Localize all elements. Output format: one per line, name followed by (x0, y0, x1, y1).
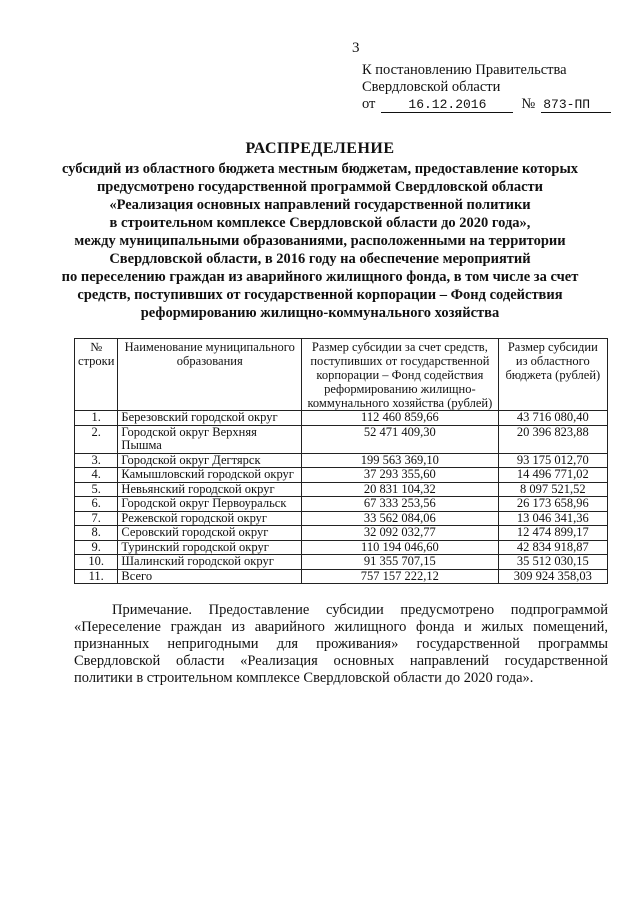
subtitle-line: Свердловской области, в 2016 году на обеспечение мероприятий (109, 251, 531, 267)
regional-amount: 20 396 823,88 (498, 425, 607, 453)
fund-amount: 20 831 104,32 (302, 482, 499, 497)
table-header-row (75, 339, 608, 411)
fund-amount: 757 157 222,12 (302, 569, 499, 584)
header-regional-subsidy: Размер субсидии из областного бюджета (рублей) (498, 339, 607, 411)
fund-amount: 110 194 046,60 (302, 540, 499, 555)
fund-amount: 91 355 707,15 (302, 555, 499, 570)
municipality-name: Серовский городской округ (118, 526, 302, 541)
subtitle-line: по переселению граждан из аварийного жилищного фонда, в том числе за счет (61, 269, 579, 285)
municipality-name: Городской округ Верхняя Пышма (118, 425, 302, 453)
subtitle-line: в строительном комплексе Свердловской области до 2020 года», (109, 215, 531, 231)
municipality-name: Туринский городской округ (118, 540, 302, 555)
municipality-name: Режевской городской округ (118, 511, 302, 526)
municipality-name: Невьянский городской округ (118, 482, 302, 497)
table-row (75, 411, 608, 426)
table-row (75, 425, 608, 453)
subtitle-line: предусмотрено государственной программой Свердловской области (96, 179, 544, 195)
table-total-row (75, 569, 608, 584)
table-row (75, 555, 608, 570)
municipality-name: Березовский городской округ (118, 411, 302, 426)
subtitle-line: между муниципальными образованиями, расположенными на территории (74, 233, 566, 249)
approval-number: 873-ПП (541, 98, 611, 113)
table-row (75, 453, 608, 468)
regional-amount: 26 173 658,96 (498, 497, 607, 512)
regional-amount: 93 175 012,70 (498, 453, 607, 468)
fund-amount: 37 293 355,60 (302, 468, 499, 483)
table-row (75, 511, 608, 526)
row-number: 5. (75, 482, 118, 497)
regional-amount: 8 097 521,52 (498, 482, 607, 497)
table-row (75, 526, 608, 541)
subsidy-table (74, 338, 608, 584)
row-number: 11. (75, 569, 118, 584)
row-number: 9. (75, 540, 118, 555)
municipality-name: Шалинский городской округ (118, 555, 302, 570)
document-title: РАСПРЕДЕЛЕНИЕ (245, 140, 395, 157)
row-number: 10. (75, 555, 118, 570)
subtitle-line: «Реализация основных направлений государственной политики (109, 197, 531, 213)
subtitle-line: средств, поступивших от государственной корпорации – Фонд содействия (77, 287, 563, 303)
fund-amount: 199 563 369,10 (302, 453, 499, 468)
regional-amount: 13 046 341,36 (498, 511, 607, 526)
municipality-name: Камышловский городской округ (118, 468, 302, 483)
row-number: 1. (75, 411, 118, 426)
row-number: 7. (75, 511, 118, 526)
fund-amount: 112 460 859,66 (302, 411, 499, 426)
footnote (74, 602, 608, 687)
table-row (75, 497, 608, 512)
municipality-name: Всего (118, 569, 302, 584)
regional-amount: 14 496 771,02 (498, 468, 607, 483)
fund-amount: 32 092 032,77 (302, 526, 499, 541)
table-row (75, 482, 608, 497)
regional-amount: 12 474 899,17 (498, 526, 607, 541)
row-number: 3. (75, 453, 118, 468)
row-number: 4. (75, 468, 118, 483)
from-label: от (362, 96, 376, 112)
document-subtitle (40, 160, 600, 322)
fund-amount: 33 562 084,06 (302, 511, 499, 526)
approval-date: 16.12.2016 (381, 98, 513, 113)
approval-line-2: Свердловской области (362, 79, 501, 95)
row-number: 6. (75, 497, 118, 512)
fund-amount: 52 471 409,30 (302, 425, 499, 453)
subtitle-line: реформированию жилищно-коммунального хозяйства (140, 305, 500, 321)
regional-amount: 35 512 030,15 (498, 555, 607, 570)
regional-amount: 309 924 358,03 (498, 569, 607, 584)
header-municipality: Наименование муниципального образования (118, 339, 302, 411)
regional-amount: 43 716 080,40 (498, 411, 607, 426)
approval-line-1: К постановлению Правительства (362, 62, 567, 78)
row-number: 2. (75, 425, 118, 453)
table-row (75, 540, 608, 555)
subtitle-line: субсидий из областного бюджета местным бюджетам, предоставление которых (61, 161, 579, 177)
row-number: 8. (75, 526, 118, 541)
header-row-number: № строки (75, 339, 118, 411)
approval-stamp (362, 62, 611, 113)
approval-date-row (362, 96, 611, 113)
header-fund-subsidy: Размер субсидии за счет средств, поступивших от государственной корпорации – Фонд содействия реформированию жилищно-коммунального хозяйства (рублей) (302, 339, 499, 411)
regional-amount: 42 834 918,87 (498, 540, 607, 555)
fund-amount: 67 333 253,56 (302, 497, 499, 512)
page-number: 3 (352, 40, 360, 56)
municipality-name: Городской округ Дегтярск (118, 453, 302, 468)
footnote-text: Примечание. Предоставление субсидии предусмотрено подпрограммой «Переселение граждан из аварийного жилищного фонда и жилых помещений, признанных непригодными для проживания» государственной программы Свердловской области «Реализация основных направлений государственной политики в строительном комплексе Свердловской области до 2020 года». (74, 602, 608, 686)
number-label: № (521, 96, 536, 112)
municipality-name: Городской округ Первоуральск (118, 497, 302, 512)
table-row (75, 468, 608, 483)
